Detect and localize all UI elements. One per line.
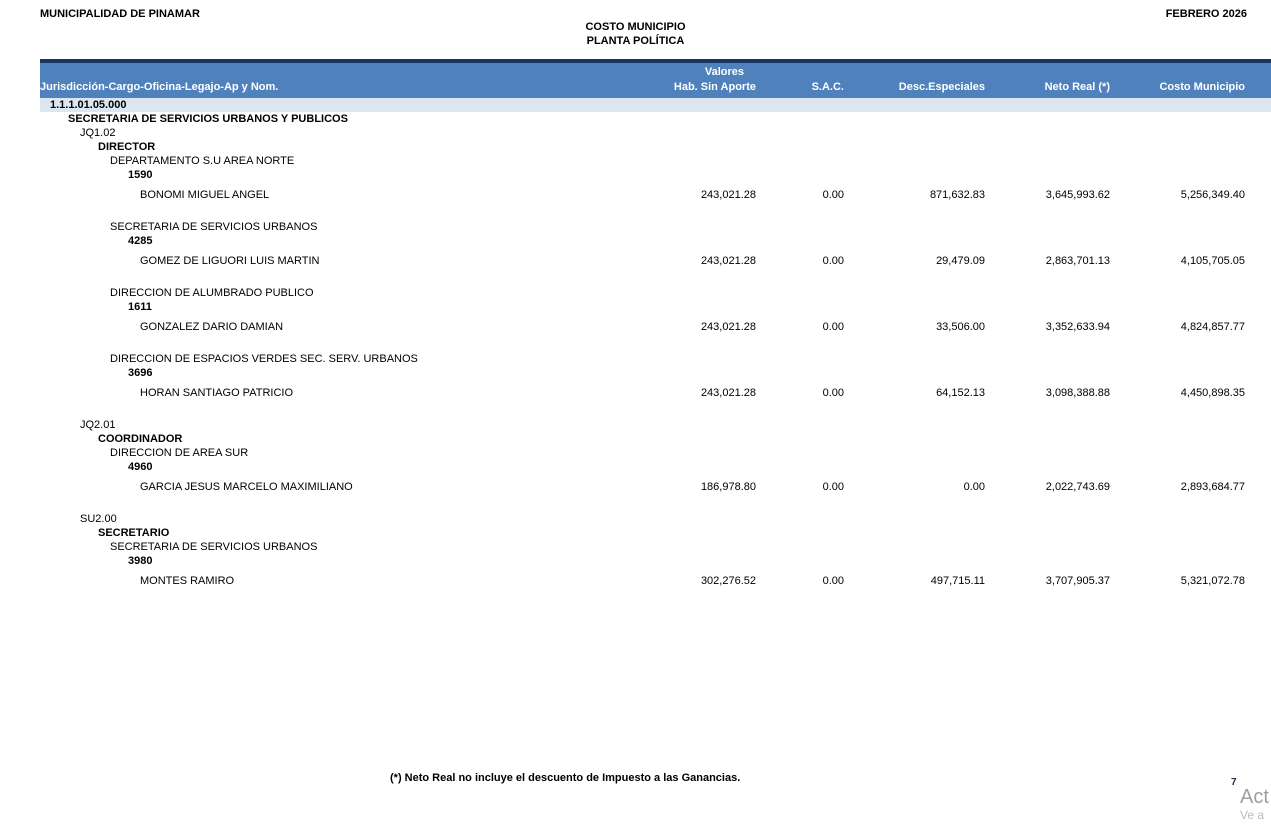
report-period: FEBRERO 2026 <box>1165 8 1247 20</box>
hierarchy-row <box>40 286 1271 300</box>
header-sac: S.A.C. <box>811 81 844 93</box>
row-label: JQ1.02 <box>80 127 116 139</box>
row-label: HORAN SANTIAGO PATRICIO <box>140 387 293 399</box>
cell-neto-real: 3,707,905.37 <box>1045 575 1110 587</box>
hierarchy-row <box>40 460 1271 474</box>
employee-row <box>40 188 1271 202</box>
watermark-line2: Ve a <box>1240 808 1265 822</box>
cell-neto-real: 3,645,993.62 <box>1045 189 1110 201</box>
hierarchy-row <box>40 126 1271 140</box>
cell-sac: 0.00 <box>822 481 844 493</box>
hierarchy-row <box>40 140 1271 154</box>
cell-sac: 0.00 <box>822 189 844 201</box>
activation-watermark <box>1240 786 1269 822</box>
table-header <box>40 59 1271 98</box>
cell-sac: 0.00 <box>822 387 844 399</box>
cell-neto-real: 3,352,633.94 <box>1045 321 1110 333</box>
cell-hab-sin-aporte: 243,021.28 <box>700 189 756 201</box>
cell-desc-especiales: 33,506.00 <box>936 321 985 333</box>
cell-neto-real: 2,022,743.69 <box>1045 481 1110 493</box>
row-label: JQ2.01 <box>80 419 116 431</box>
row-label: 3980 <box>128 555 153 567</box>
row-label: DEPARTAMENTO S.U AREA NORTE <box>110 155 295 167</box>
report-table <box>40 59 1271 606</box>
row-label: SU2.00 <box>80 513 117 525</box>
hierarchy-row <box>40 154 1271 168</box>
row-label: 1.1.1.01.05.000 <box>50 99 127 111</box>
row-label: SECRETARIA DE SERVICIOS URBANOS <box>110 221 318 233</box>
row-label: MONTES RAMIRO <box>140 575 235 587</box>
cell-hab-sin-aporte: 186,978.80 <box>700 481 756 493</box>
footnote: (*) Neto Real no incluye el descuento de Impuesto a las Ganancias. <box>390 772 741 784</box>
row-label: 1611 <box>128 301 152 313</box>
cell-costo-municipio: 4,824,857.77 <box>1180 321 1245 333</box>
cell-desc-especiales: 64,152.13 <box>936 387 985 399</box>
page-number: 7 <box>1231 777 1237 788</box>
cell-hab-sin-aporte: 302,276.52 <box>700 575 756 587</box>
header-spacer <box>40 65 584 79</box>
cell-desc-especiales: 0.00 <box>963 481 985 493</box>
hierarchy-row <box>40 526 1271 540</box>
header-valores-label: Valores <box>704 66 744 78</box>
cell-costo-municipio: 4,450,898.35 <box>1180 387 1245 399</box>
employee-row <box>40 254 1271 268</box>
hierarchy-row <box>40 432 1271 446</box>
hierarchy-row <box>40 446 1271 460</box>
hierarchy-row <box>40 418 1271 432</box>
row-label: GARCIA JESUS MARCELO MAXIMILIANO <box>140 481 353 493</box>
row-label: DIRECCION DE AREA SUR <box>110 447 249 459</box>
hierarchy-row <box>40 300 1271 314</box>
row-label: COORDINADOR <box>98 433 183 445</box>
cell-hab-sin-aporte: 243,021.28 <box>700 387 756 399</box>
row-label: SECRETARIA DE SERVICIOS URBANOS Y PUBLICOS <box>68 113 348 125</box>
watermark-line1: Act <box>1240 786 1269 808</box>
row-label: SECRETARIO <box>98 527 170 539</box>
hierarchy-row <box>40 168 1271 182</box>
hierarchy-row <box>40 112 1271 126</box>
cell-neto-real: 2,863,701.13 <box>1045 255 1110 267</box>
header-neto-real: Neto Real (*) <box>1044 81 1110 93</box>
employee-row <box>40 320 1271 334</box>
row-label: 4960 <box>128 461 153 473</box>
employee-row <box>40 574 1271 588</box>
hierarchy-row <box>40 366 1271 380</box>
header-desc-especiales: Desc.Especiales <box>898 81 985 93</box>
cell-desc-especiales: 871,632.83 <box>929 189 985 201</box>
hierarchy-row <box>40 540 1271 554</box>
cell-costo-municipio: 5,321,072.78 <box>1180 575 1245 587</box>
row-label: 4285 <box>128 235 153 247</box>
table-header-row-columns <box>40 79 1245 95</box>
cell-sac: 0.00 <box>822 255 844 267</box>
row-label: DIRECTOR <box>98 141 156 153</box>
hierarchy-row <box>40 352 1271 366</box>
row-label: SECRETARIA DE SERVICIOS URBANOS <box>110 541 318 553</box>
row-label: 3696 <box>128 367 153 379</box>
row-label: 1590 <box>128 169 153 181</box>
row-label: GONZALEZ DARIO DAMIAN <box>140 321 284 333</box>
report-title-line1: COSTO MUNICIPIO <box>585 21 686 33</box>
table-body <box>40 98 1271 588</box>
organization-name: MUNICIPALIDAD DE PINAMAR <box>40 8 200 20</box>
cell-sac: 0.00 <box>822 321 844 333</box>
hierarchy-row <box>40 98 1271 112</box>
cell-hab-sin-aporte: 243,021.28 <box>700 321 756 333</box>
row-label: DIRECCION DE ALUMBRADO PUBLICO <box>110 287 314 299</box>
report-title-line2: PLANTA POLÍTICA <box>586 35 685 47</box>
cell-desc-especiales: 497,715.11 <box>930 575 985 587</box>
header-name-column: Jurisdicción-Cargo-Oficina-Legajo-Ap y Nom. <box>40 81 279 93</box>
employee-row <box>40 480 1271 494</box>
cell-costo-municipio: 2,893,684.77 <box>1180 481 1245 493</box>
hierarchy-row <box>40 554 1271 568</box>
row-label: DIRECCION DE ESPACIOS VERDES SEC. SERV. URBANOS <box>110 353 418 365</box>
employee-row <box>40 386 1271 400</box>
cell-costo-municipio: 5,256,349.40 <box>1180 189 1245 201</box>
cell-neto-real: 3,098,388.88 <box>1045 387 1110 399</box>
cell-costo-municipio: 4,105,705.05 <box>1180 255 1245 267</box>
header-costo-municipio: Costo Municipio <box>1159 81 1245 93</box>
header-hab-sin-aporte: Hab. Sin Aporte <box>673 81 756 93</box>
row-label: BONOMI MIGUEL ANGEL <box>140 189 270 201</box>
cell-hab-sin-aporte: 243,021.28 <box>700 255 756 267</box>
row-label: GOMEZ DE LIGUORI LUIS MARTIN <box>140 255 320 267</box>
table-header-row-valores <box>40 65 1245 79</box>
report-title <box>0 20 1271 48</box>
hierarchy-row <box>40 220 1271 234</box>
cell-sac: 0.00 <box>822 575 844 587</box>
hierarchy-row <box>40 234 1271 248</box>
cell-desc-especiales: 29,479.09 <box>936 255 985 267</box>
hierarchy-row <box>40 512 1271 526</box>
